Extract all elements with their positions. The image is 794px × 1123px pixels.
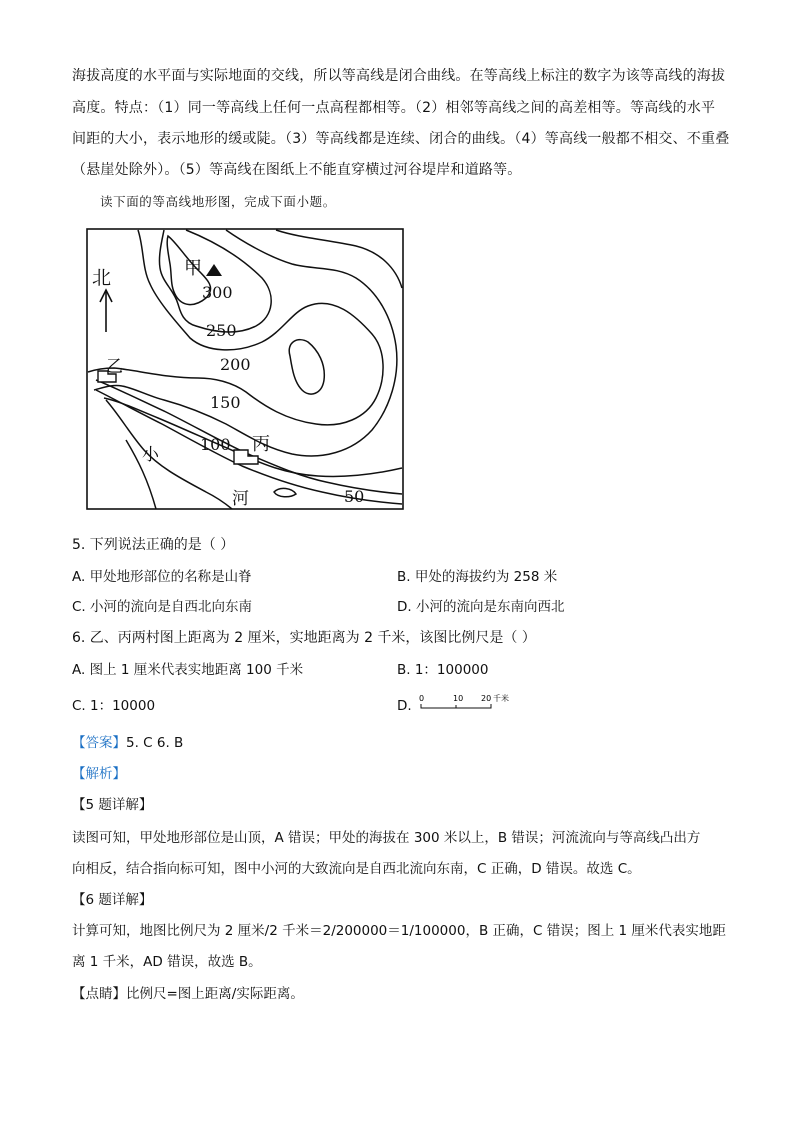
village-bing-label: 丙	[252, 434, 270, 455]
question-prompt: 读下面的等高线地形图，完成下面小题。	[100, 194, 336, 209]
scale-unit: 千米	[493, 694, 509, 703]
detail-6-line: 计算可知，地图比例尺为 2 厘米/2 千米＝2/200000＝1/100000，B 正确，C 错误；图上 1 厘米代表实地距	[72, 923, 726, 939]
north-label: 北	[92, 267, 112, 289]
question-6-stem: 6. 乙、丙两村图上距离为 2 厘米，实地距离为 2 千米，该图比例尺是（ ）	[72, 630, 536, 646]
contour-label-150: 150	[210, 393, 241, 412]
intro-line: 间距的大小，表示地形的缓或陡。（3）等高线都是连续、闭合的曲线。（4）等高线一般都不相交、不重叠	[72, 131, 730, 147]
detail-5-line: 读图可知，甲处地形部位是山顶，A 错误；甲处的海拔在 300 米以上，B 错误；河流流向与等高线凸出方	[72, 830, 701, 846]
contour-map	[86, 228, 404, 510]
scale-tick-label: 0	[419, 694, 425, 703]
option-5b[interactable]: B. 甲处的海拔约为 258 米	[397, 569, 558, 585]
detail-5-line: 向相反，结合指向标可知，图中小河的大致流向是自西北流向东南，C 正确，D 错误。故选 C。	[72, 861, 641, 877]
option-5d[interactable]: D. 小河的流向是东南向西北	[397, 599, 565, 615]
option-5c[interactable]: C. 小河的流向是自西北向东南	[72, 599, 253, 615]
detail-6-line: 离 1 千米，AD 错误，故选 B。	[72, 954, 262, 970]
option-6d[interactable]	[397, 694, 509, 716]
intro-line: （悬崖处除外）。（5）等高线在图纸上不能直穿横过河谷堤岸和道路等。	[72, 162, 522, 178]
scale-bar	[417, 692, 527, 712]
option-5a[interactable]: A. 甲处地形部位的名称是山脊	[72, 569, 252, 585]
answer-text: 5. C 6. B	[126, 735, 184, 751]
scale-tick-label: 20	[481, 694, 492, 703]
scale-tick-label: 10	[453, 694, 464, 703]
contour-label-250: 250	[206, 321, 237, 340]
detail-6-heading: 【6 题详解】	[72, 892, 153, 908]
option-6b[interactable]: B. 1：100000	[397, 662, 489, 678]
analysis-heading	[72, 764, 126, 784]
detail-5-heading: 【5 题详解】	[72, 797, 153, 813]
tip-line	[72, 984, 304, 1004]
option-6a[interactable]: A. 图上 1 厘米代表实地距离 100 千米	[72, 662, 304, 678]
answer-line	[72, 733, 183, 753]
analysis-tag: 【解析】	[72, 766, 126, 782]
tip-tag: 【点睛】	[72, 986, 126, 1002]
contour-label-200: 200	[220, 355, 251, 374]
river-label-1: 小	[142, 445, 159, 465]
option-6c[interactable]: C. 1：10000	[72, 698, 156, 714]
contour-label-100: 100	[200, 435, 231, 454]
answer-tag: 【答案】	[72, 735, 126, 751]
intro-line: 海拔高度的水平面与实际地面的交线，所以等高线是闭合曲线。在等高线上标注的数字为该等高线的海拔	[72, 68, 726, 84]
village-yi-label: 乙	[106, 357, 123, 377]
contour-label-300: 300	[202, 283, 233, 302]
tip-text: 比例尺=图上距离/实际距离。	[126, 986, 304, 1002]
option-6d-letter: D.	[397, 698, 412, 714]
peak-label: 甲	[184, 258, 202, 279]
contour-label-50: 50	[344, 487, 365, 506]
question-5-stem: 5. 下列说法正确的是（ ）	[72, 537, 235, 553]
river-label-2: 河	[232, 489, 249, 509]
intro-line: 高度。特点：（1）同一等高线上任何一点高程都相等。（2）相邻等高线之间的高差相等。等高线的水平	[72, 100, 716, 116]
